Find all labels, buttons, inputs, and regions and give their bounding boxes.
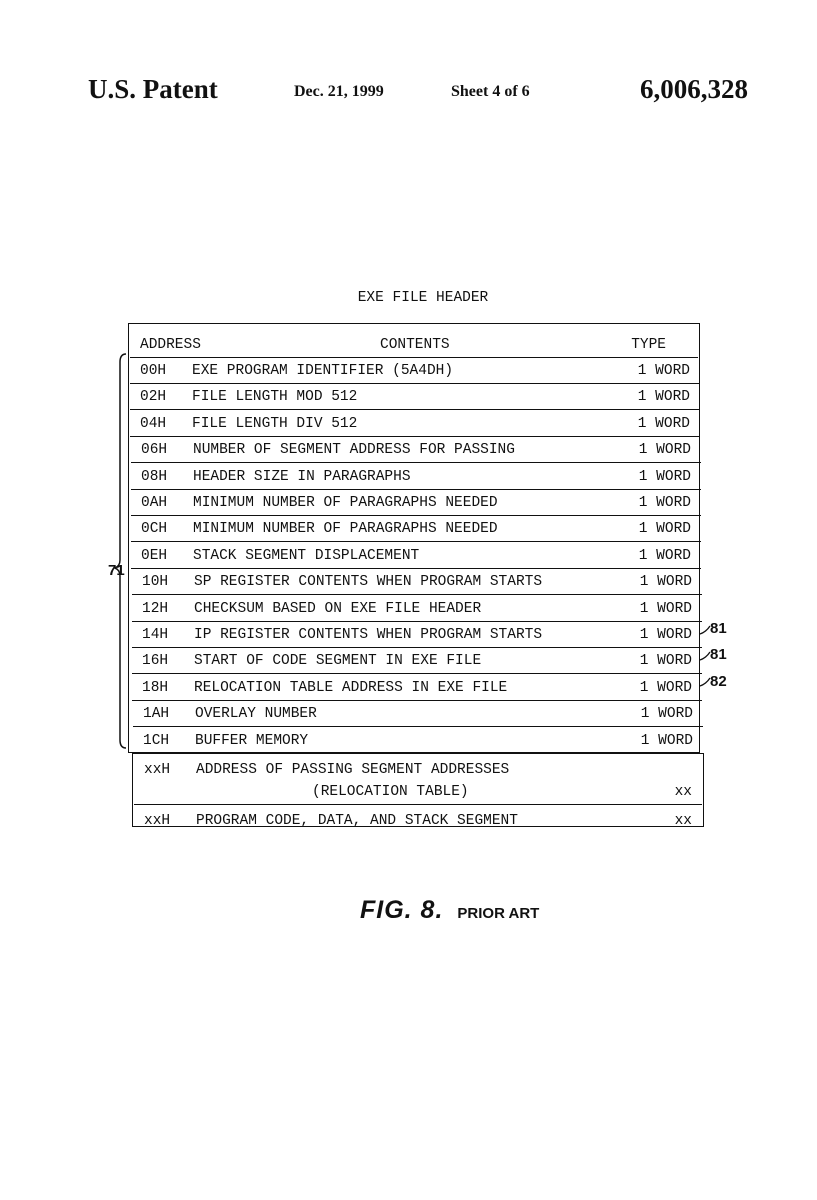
table-row	[131, 491, 701, 516]
table-cell-contents: MINIMUM NUMBER OF PARAGRAPHS NEEDED	[193, 521, 498, 537]
table-row	[131, 517, 701, 542]
table-cell-type: xx	[674, 784, 692, 800]
table-row	[130, 412, 700, 437]
table-row	[132, 649, 702, 674]
table-cell-address: xxH	[144, 762, 171, 778]
table-cell-address: 08H	[141, 469, 168, 485]
table-cell-contents: RELOCATION TABLE ADDRESS IN EXE FILE	[194, 680, 508, 696]
table-row	[131, 438, 701, 463]
column-header-type: TYPE	[631, 337, 666, 353]
table-cell-address: 10H	[142, 574, 169, 590]
table-cell-contents: EXE PROGRAM IDENTIFIER (5A4DH)	[192, 363, 454, 379]
table-cell-type: 1 WORD	[638, 442, 691, 458]
table-cell-type: 1 WORD	[640, 733, 693, 749]
table-cell-address: xxH	[144, 813, 171, 829]
table-row-relocation-line2	[134, 780, 702, 805]
table-cell-type: 1 WORD	[638, 495, 691, 511]
table-cell-type: 1 WORD	[637, 389, 690, 405]
table-cell-type: 1 WORD	[639, 627, 692, 643]
prior-art-label: PRIOR ART	[457, 905, 540, 922]
table-cell-type: 1 WORD	[638, 521, 691, 537]
table-row	[132, 570, 702, 595]
table-cell-contents: FILE LENGTH DIV 512	[192, 416, 358, 432]
table-cell-type: 1 WORD	[639, 574, 692, 590]
table-cell-address: 1AH	[143, 706, 170, 722]
reference-numeral-81-b: 81	[710, 646, 727, 663]
table-cell-type: 1 WORD	[639, 680, 692, 696]
table-cell-contents: HEADER SIZE IN PARAGRAPHS	[193, 469, 411, 485]
brace-icon	[112, 352, 128, 750]
table-row	[132, 676, 702, 701]
table-cell-address: 0EH	[141, 548, 168, 564]
column-header-row	[130, 333, 698, 358]
table-cell-type: 1 WORD	[637, 363, 690, 379]
table-cell-address: 16H	[142, 653, 169, 669]
table-row	[131, 465, 701, 490]
patent-label: U.S. Patent	[88, 74, 218, 104]
table-cell-contents: SP REGISTER CONTENTS WHEN PROGRAM STARTS	[194, 574, 543, 590]
patent-date: Dec. 21, 1999	[294, 83, 384, 100]
table-cell-contents: ADDRESS OF PASSING SEGMENT ADDRESSES	[196, 762, 510, 778]
table-row-program-code	[134, 809, 702, 833]
table-row	[132, 623, 702, 648]
table-cell-type: 1 WORD	[638, 548, 691, 564]
table-cell-contents: FILE LENGTH MOD 512	[192, 389, 358, 405]
table-cell-address: 0CH	[141, 521, 168, 537]
figure-title: EXE FILE HEADER	[357, 290, 489, 306]
table-cell-type: 1 WORD	[638, 469, 691, 485]
table-cell-address: 06H	[141, 442, 168, 458]
table-cell-contents: (RELOCATION TABLE)	[312, 784, 469, 800]
table-cell-contents: IP REGISTER CONTENTS WHEN PROGRAM STARTS	[194, 627, 543, 643]
table-cell-address: 00H	[140, 363, 167, 379]
table-cell-contents: MINIMUM NUMBER OF PARAGRAPHS NEEDED	[193, 495, 498, 511]
table-cell-type: 1 WORD	[640, 706, 693, 722]
table-cell-type: xx	[674, 813, 692, 829]
table-row	[133, 702, 703, 727]
table-cell-contents: START OF CODE SEGMENT IN EXE FILE	[194, 653, 482, 669]
table-cell-address: 0AH	[141, 495, 168, 511]
table-cell-type: 1 WORD	[639, 653, 692, 669]
reference-numeral-82: 82	[710, 673, 727, 690]
column-header-contents: CONTENTS	[380, 337, 450, 353]
table-row	[133, 729, 703, 754]
table-cell-address: 14H	[142, 627, 169, 643]
table-cell-contents: STACK SEGMENT DISPLACEMENT	[193, 548, 420, 564]
table-row	[131, 544, 701, 569]
table-cell-address: 12H	[142, 601, 169, 617]
sheet-number: Sheet 4 of 6	[451, 83, 530, 100]
table-row-relocation-line1	[134, 758, 702, 782]
column-header-address: ADDRESS	[140, 337, 201, 353]
table-cell-contents: BUFFER MEMORY	[195, 733, 309, 749]
figure-label: FIG. 8.	[360, 896, 444, 924]
table-cell-type: 1 WORD	[637, 416, 690, 432]
table-row	[130, 385, 700, 410]
table-cell-contents: CHECKSUM BASED ON EXE FILE HEADER	[194, 601, 482, 617]
table-cell-contents: NUMBER OF SEGMENT ADDRESS FOR PASSING	[193, 442, 515, 458]
table-cell-address: 02H	[140, 389, 167, 405]
table-row	[130, 359, 700, 384]
reference-numeral-71: 71	[108, 562, 125, 579]
patent-number: 6,006,328	[640, 74, 748, 104]
figure-caption	[360, 896, 539, 925]
table-row	[132, 597, 702, 622]
reference-numeral-81-a: 81	[710, 620, 727, 637]
table-cell-address: 18H	[142, 680, 169, 696]
table-cell-contents: PROGRAM CODE, DATA, AND STACK SEGMENT	[196, 813, 518, 829]
table-cell-type: 1 WORD	[639, 601, 692, 617]
table-cell-address: 1CH	[143, 733, 170, 749]
table-cell-contents: OVERLAY NUMBER	[195, 706, 317, 722]
table-cell-address: 04H	[140, 416, 167, 432]
